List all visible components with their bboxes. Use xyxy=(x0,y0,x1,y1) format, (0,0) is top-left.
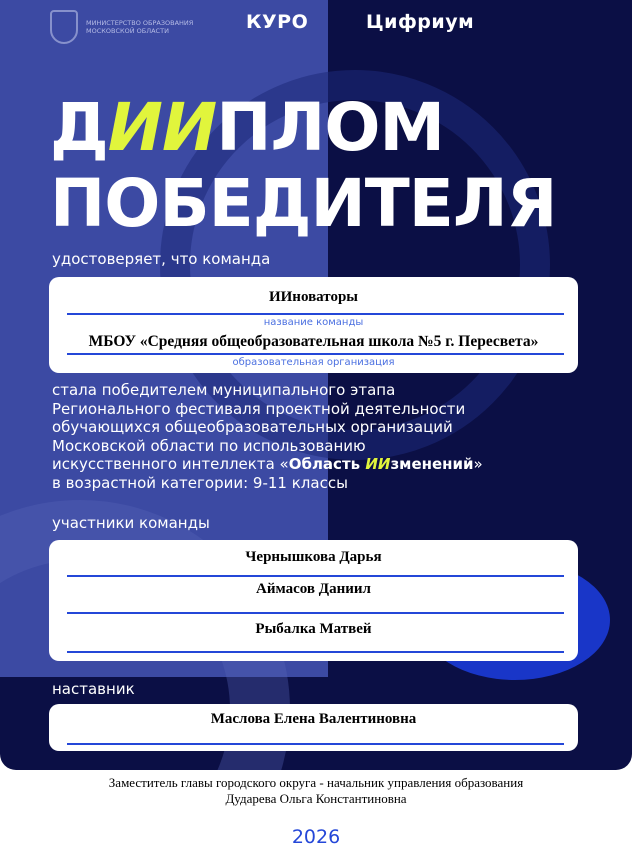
signature-position: Заместитель главы городского округа - начальник управления образования xyxy=(108,775,524,790)
title-part-b: ПЛОМ xyxy=(216,89,445,166)
team-box xyxy=(49,277,578,373)
festival-name-end: зменений xyxy=(390,455,474,473)
signature-name: Дударева Ольга Константиновна xyxy=(225,791,407,806)
award-line-2: Регионального фестиваля проектной деятельности xyxy=(52,399,466,418)
members-box xyxy=(49,540,578,661)
year: 2026 xyxy=(291,826,341,848)
member-2: Аймасов Даниил xyxy=(256,581,371,597)
festival-highlight: ИИ xyxy=(365,455,391,473)
team-name-caption: название команды xyxy=(263,317,364,328)
organization-caption: образовательная организация xyxy=(232,357,395,368)
member-1: Чернышкова Дарья xyxy=(245,549,382,565)
mentor-label: наставник xyxy=(52,680,135,698)
title-line-2: ПОБЕДИТЕЛЯ xyxy=(50,165,557,242)
award-line-5-d: » xyxy=(473,455,483,473)
festival-name: Область xyxy=(288,455,366,473)
award-line-3: обучающихся общеобразовательных организаций xyxy=(52,418,453,436)
award-line-5-a: искусственного интеллекта « xyxy=(52,455,289,473)
title-highlight: ИИ xyxy=(107,89,217,166)
member-3-underline xyxy=(67,651,564,653)
member-1-underline xyxy=(67,575,564,577)
award-text xyxy=(52,381,522,492)
ministry-text: МИНИСТЕРСТВО ОБРАЗОВАНИЯ МОСКОВСКОЙ ОБЛАСТИ xyxy=(86,19,194,35)
award-line-5 xyxy=(52,455,522,474)
organization-underline xyxy=(67,353,564,355)
team-name-underline xyxy=(67,313,564,315)
member-3: Рыбалка Матвей xyxy=(255,621,372,637)
award-line-6: в возрастной категории: 9-11 классы xyxy=(52,473,348,492)
members-label: участники команды xyxy=(52,514,210,532)
title-line-1 xyxy=(50,89,445,166)
member-2-underline xyxy=(67,612,564,614)
award-line-1: стала победителем муниципального этапа xyxy=(52,381,396,399)
organization-name: МБОУ «Средняя общеобразовательная школа №5 г. Пересвета» xyxy=(88,333,539,350)
kuro-logo: КУРО xyxy=(246,11,309,33)
mentor-box xyxy=(49,704,578,751)
title-part-a: Д xyxy=(50,89,108,166)
cifrium-logo: Цифриум xyxy=(366,11,475,33)
mentor-name: Маслова Елена Валентиновна xyxy=(210,711,417,727)
crest-icon xyxy=(50,10,78,44)
ministry-logo xyxy=(50,10,196,44)
certifies-label: удостоверяет, что команда xyxy=(52,250,271,268)
mentor-underline xyxy=(67,743,564,745)
award-line-4: Московской области по использованию xyxy=(52,436,366,455)
team-name: ИИноваторы xyxy=(268,289,359,305)
